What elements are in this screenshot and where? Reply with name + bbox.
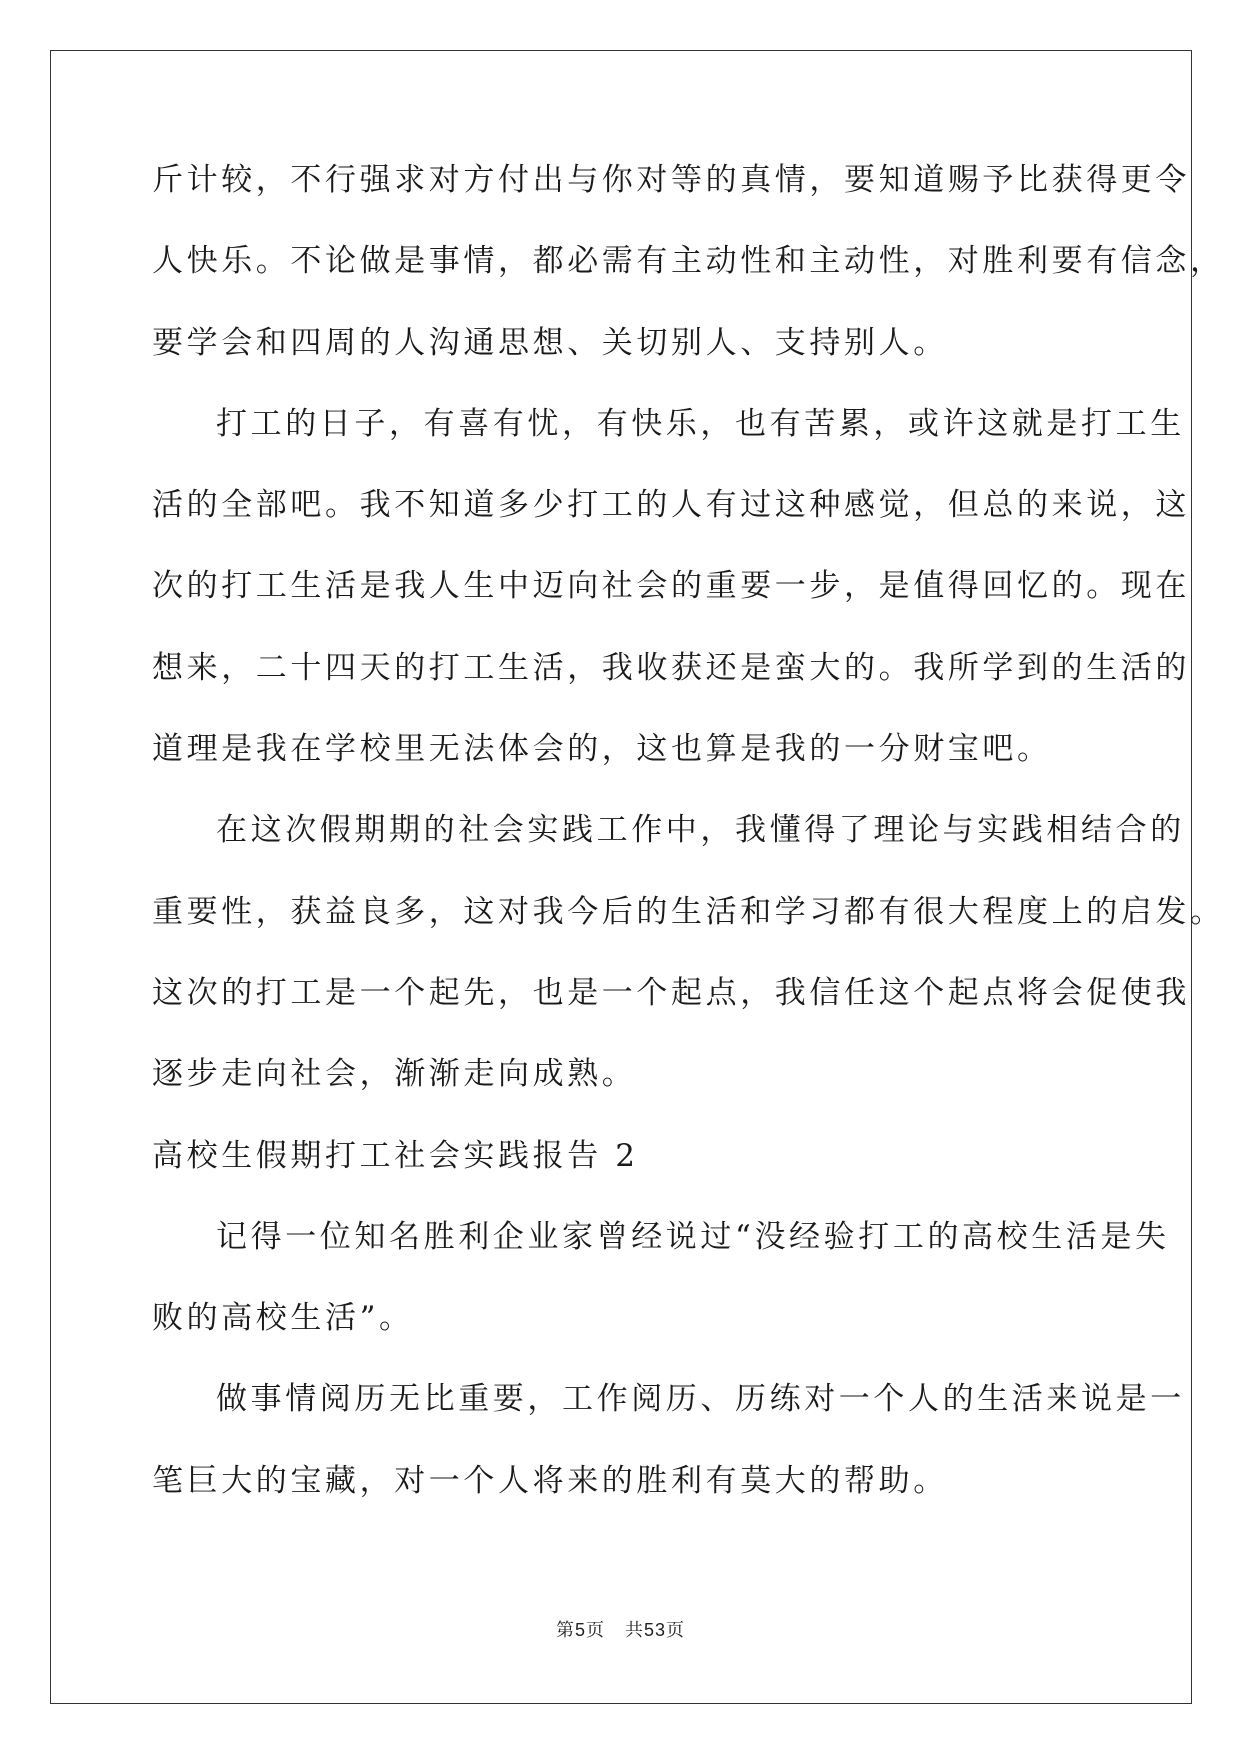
text-line bbox=[152, 729, 1092, 810]
text-line bbox=[152, 160, 1190, 241]
line-text: 在这次假期期的社会实践工作中，我懂得了理论与实践相结合的 bbox=[216, 812, 1185, 849]
text-line bbox=[152, 892, 1225, 973]
total-pages: 53 bbox=[643, 1620, 667, 1640]
section-heading bbox=[152, 1136, 1092, 1217]
text-line bbox=[152, 810, 1185, 891]
text-line bbox=[152, 1298, 1092, 1379]
line-text: 斤计较，不行强求对方付出与你对等的真情，要知道赐予比获得更令 bbox=[152, 162, 1190, 198]
text-line bbox=[152, 1054, 1092, 1135]
line-text: 记得一位知名胜利企业家曾经说过“没经验打工的高校生活是失 bbox=[216, 1218, 1170, 1255]
text-line bbox=[152, 1461, 1092, 1542]
line-text: 打工的日子，有喜有忧，有快乐，也有苦累，或许这就是打工生 bbox=[216, 405, 1185, 442]
page-suffix: 页 bbox=[585, 1620, 605, 1641]
page-number: 5 bbox=[574, 1620, 586, 1640]
line-text: 重要性，获益良多，这对我今后的生活和学习都有很大程度上的启发。 bbox=[152, 893, 1225, 930]
text-line bbox=[152, 1379, 1185, 1460]
heading-text: 高校生假期打工社会实践报告 2 bbox=[152, 1137, 639, 1174]
line-text: 次的打工生活是我人生中迈向社会的重要一步，是值得回忆的。现在 bbox=[152, 568, 1190, 605]
text-line bbox=[152, 648, 1190, 729]
text-line bbox=[152, 241, 1225, 322]
line-text: 这次的打工是一个起先，也是一个起点，我信任这个起点将会促使我 bbox=[152, 974, 1190, 1011]
page-footer bbox=[0, 1616, 1241, 1642]
line-text: 活的全部吧。我不知道多少打工的人有过这种感觉，但总的来说，这 bbox=[152, 487, 1190, 524]
line-text: 败的高校生活”。 bbox=[152, 1300, 414, 1337]
total-suffix: 页 bbox=[666, 1620, 686, 1641]
text-line bbox=[152, 973, 1190, 1054]
line-text: 逐步走向社会，渐渐走向成熟。 bbox=[152, 1056, 637, 1093]
line-text: 想来，二十四天的打工生活，我收获还是蛮大的。我所学到的生活的 bbox=[152, 649, 1190, 686]
page-prefix: 第 bbox=[555, 1620, 575, 1641]
line-text: 道理是我在学校里无法体会的，这也算是我的一分财宝吧。 bbox=[152, 731, 1052, 768]
line-text: 要学会和四周的人沟通思想、关切别人、支持别人。 bbox=[152, 324, 948, 361]
line-text: 笔巨大的宝藏，对一个人将来的胜利有莫大的帮助。 bbox=[152, 1462, 948, 1499]
text-line bbox=[152, 404, 1185, 485]
text-line bbox=[152, 566, 1190, 647]
document-body bbox=[152, 160, 1225, 1542]
line-text: 做事情阅历无比重要，工作阅历、历练对一个人的生活来说是一 bbox=[216, 1381, 1185, 1418]
text-line bbox=[152, 323, 1092, 404]
total-prefix: 共 bbox=[624, 1620, 644, 1641]
line-text: 人快乐。不论做是事情，都必需有主动性和主动性，对胜利要有信念， bbox=[152, 243, 1225, 280]
text-line bbox=[152, 485, 1190, 566]
text-line bbox=[152, 1217, 1170, 1298]
